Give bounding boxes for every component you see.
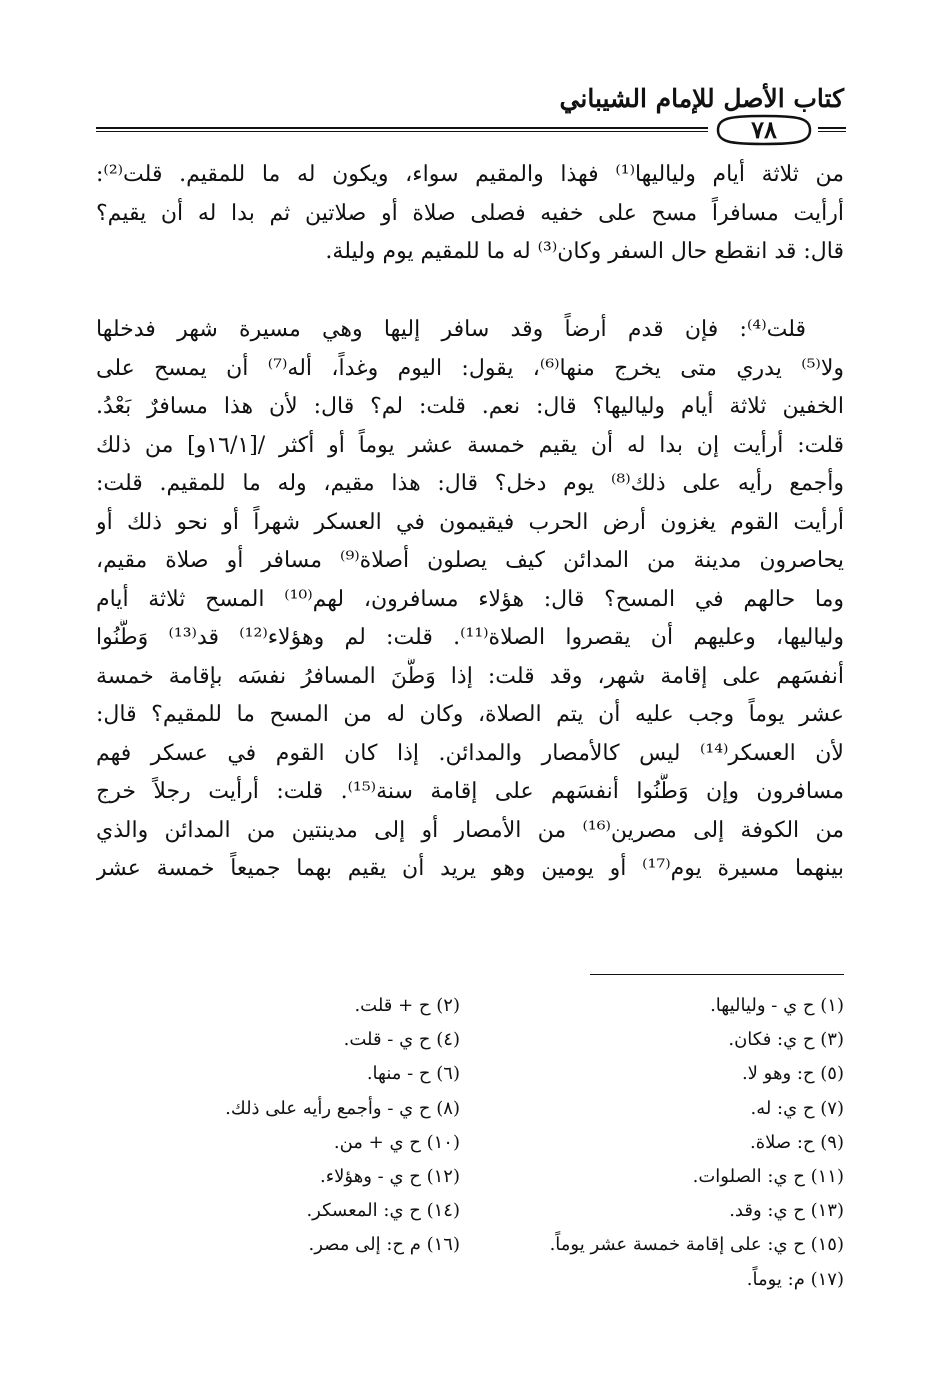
footnote-item: (٦) ح - منها.	[366, 1063, 460, 1085]
footnote-item: (١٧) م: يوماً.	[746, 1268, 844, 1290]
header-rule-right-thin	[818, 131, 846, 132]
footnotes-right-column	[514, 989, 844, 1297]
text-line: وما حالهم في المسح؟ قال: هؤلاء مسافرون، لهم⁽¹⁰⁾ المسح ثلاثة أيام	[96, 586, 844, 612]
text-line: قلت⁽⁴⁾: فإن قدم أرضاً وقد سافر إليها وهي مسيرة شهر فدخلها	[96, 317, 806, 342]
header-rule-thin	[96, 131, 708, 132]
footnote-item: (١٦) م ح: إلى مصر.	[308, 1234, 460, 1256]
text-line: لأن العسكر⁽¹⁴⁾ ليس كالأمصار والمدائن. إذا كان القوم في عسكر فهم	[96, 740, 844, 766]
text-line: أنفسَهم على إقامة شهر، وقد قلت: إذا وَطَّنَ المسافرُ نفسَه بإقامة خمسة	[96, 663, 844, 689]
text-line: من الكوفة إلى مصرين⁽¹⁶⁾ من الأمصار أو إلى مدينتين من المدائن والذي	[96, 817, 844, 843]
footnote-item: (٩) ح: صلاة.	[749, 1131, 844, 1153]
footnotes-left-column	[120, 989, 460, 1263]
page-number: ٧٨	[751, 115, 777, 144]
text-line: الخفين ثلاثة أيام ولياليها؟ قال: نعم. قلت: لم؟ قال: لأن هذا مسافرٌ بَعْدُ.	[96, 394, 844, 419]
footnote-item: (١٢) ح ي - وهؤلاء.	[319, 1166, 460, 1188]
footnote-item: (١٠) ح ي + من.	[333, 1131, 460, 1153]
footnote-item: (١١) ح ي: الصلوات.	[692, 1166, 844, 1188]
text-line: يحاصرون مدينة من المدائن كيف يصلون أصلاة⁽⁹⁾ مسافر أو صلاة مقيم،	[96, 548, 844, 573]
text-line: من ثلاثة أيام ولياليها⁽¹⁾ فهذا والمقيم سواء، ويكون له ما للمقيم. قلت⁽²⁾:	[96, 162, 844, 187]
footnote-item: (٣) ح ي: فكان.	[728, 1029, 844, 1051]
text-line: ولا⁽⁵⁾ يدري متى يخرج منها⁽⁶⁾، يقول: اليوم وغداً، أله⁽⁷⁾ أن يمسح على	[96, 355, 844, 381]
footnote-item: (١٣) ح ي: وقد.	[729, 1200, 844, 1222]
footnote-separator	[590, 974, 844, 975]
footnote-item: (١٥) ح ي: على إقامة خمسة عشر يوماً.	[549, 1234, 844, 1256]
running-title: كتاب الأصل للإمام الشيباني	[559, 84, 844, 113]
footnote-item: (١) ح ي - ولياليها.	[710, 995, 844, 1016]
text-line: قال: قد انقطع حال السفر وكان⁽³⁾ له ما للمقيم يوم وليلة.	[325, 239, 844, 264]
text-line: أرأيت القوم يغزون أرض الحرب فيقيمون في العسكر شهراً أو نحو ذلك أو	[96, 509, 844, 535]
footnote-item: (٧) ح ي: له.	[750, 1097, 844, 1119]
page-number-badge	[710, 112, 818, 148]
text-line: قلت: أرأيت إن بدا له أن يقيم خمسة عشر يوماً أو أكثر /[١٦/١و] من ذلك	[96, 432, 844, 458]
text-line: بينهما مسيرة يوم⁽¹⁷⁾ أو يومين وهو يريد أن يقيم بهما جميعاً خمسة عشر	[96, 856, 844, 881]
header-rule	[96, 127, 708, 129]
footnote-item: (٥) ح: وهو لا.	[741, 1063, 844, 1085]
footnote-item: (٨) ح ي - وأجمع رأيه على ذلك.	[225, 1097, 460, 1119]
text-line: عشر يوماً وجب عليه أن يتم الصلاة، وكان له من المسح ما للمقيم؟ قال:	[96, 702, 844, 727]
footnote-item: (٢) ح + قلت.	[354, 995, 460, 1016]
text-line: مسافرون وإن وَطَّنُوا أنفسَهم على إقامة سنة⁽¹⁵⁾. قلت: أرأيت رجلاً خرج	[96, 779, 844, 804]
text-line: ولياليها، وعليهم أن يقصروا الصلاة⁽¹¹⁾. قلت: لم وهؤلاء⁽¹²⁾ قد⁽¹³⁾ وَطَّنُوا	[96, 625, 844, 650]
paragraph-1	[96, 156, 844, 272]
text-line: أرأيت مسافراً مسح على خفيه فصلى صلاة أو صلاتين ثم بدا له أن يقيم؟	[96, 200, 844, 226]
paragraph-2	[96, 311, 844, 889]
header-rule-right	[818, 127, 846, 129]
footnote-item: (٤) ح ي - قلت.	[343, 1029, 460, 1051]
footnote-item: (١٤) ح ي: المعسكر.	[306, 1200, 460, 1222]
text-line: وأجمع رأيه على ذلك⁽⁸⁾ يوم دخل؟ قال: هذا مقيم، وله ما للمقيم. قلت:	[96, 471, 844, 496]
